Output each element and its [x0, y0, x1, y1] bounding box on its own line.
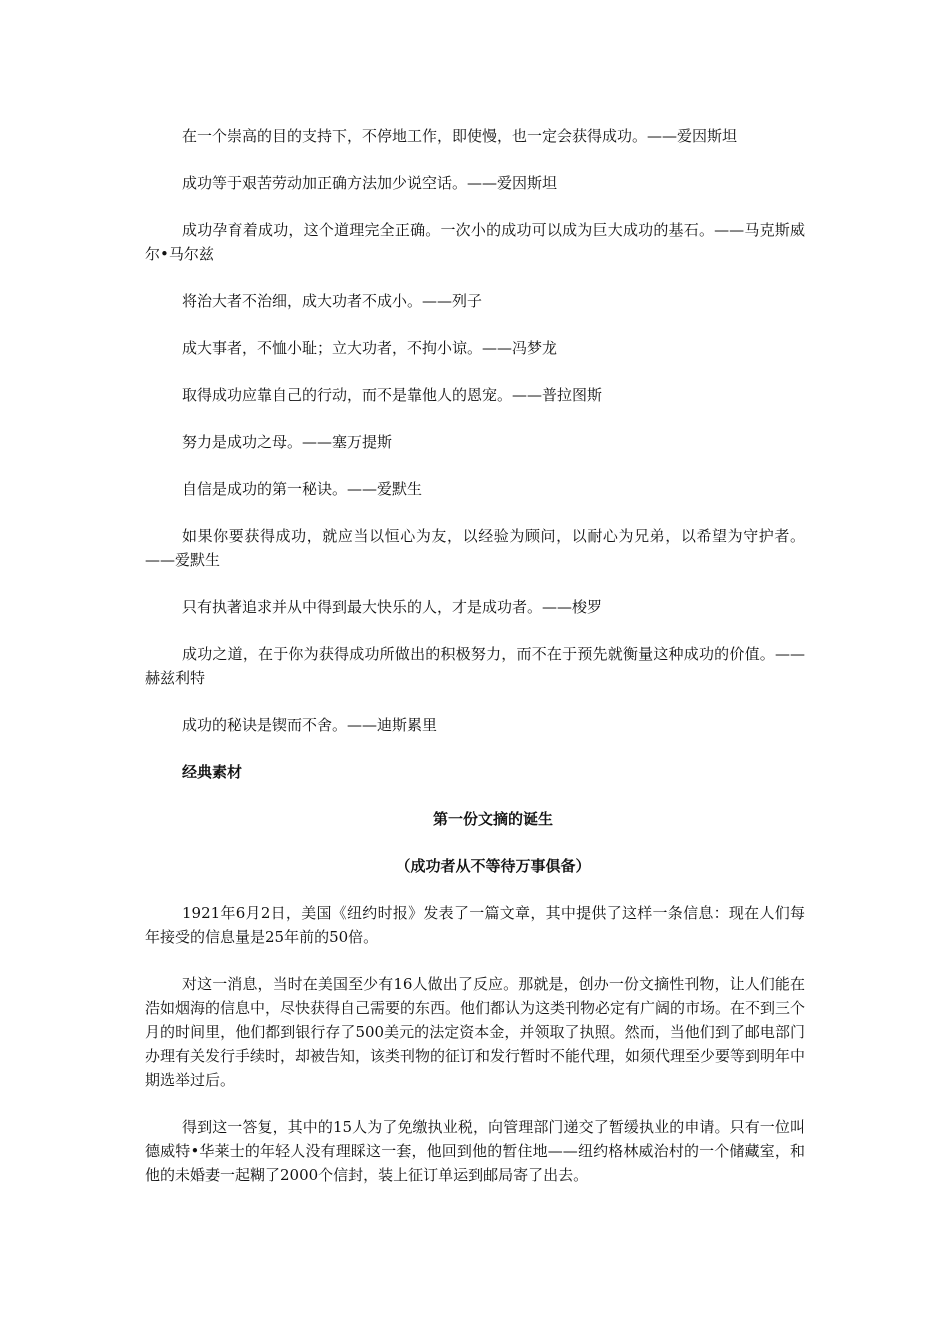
quote-paragraph: 将治大者不治细，成大功者不成小。——列子 — [182, 292, 483, 310]
article-subtitle: （成功者从不等待万事俱备） — [395, 857, 591, 875]
document-page — [145, 124, 805, 1210]
article-paragraph: 对这一消息，当时在美国至少有16人做出了反应。那就是，创办一份文摘性刊物，让人们能在浩如烟海的信息中，尽快获得自己需要的东西。他们都认为这类刊物必定有广阔的市场。在不到三个月的时间里，他们都到银行存了500美元的法定资本金，并领取了执照。然而，当他们到了邮电部门办理有关发行手续时，却被告知，该类刊物的征订和发行暂时不能代理，如须代理至少要等到明年中期选举过后。 — [145, 975, 806, 1089]
article-paragraph: 得到这一答复，其中的15人为了免缴执业税，向管理部门递交了暂缓执业的申请。只有一位叫德威特•华莱士的年轻人没有理睬这一套，他回到他的暂住地——纽约格林威治村的一个储藏室，和他的未婚妻一起糊了2000个信封，装上征订单运到邮局寄了出去。 — [145, 1118, 805, 1184]
quote-paragraph: 成功孕育着成功，这个道理完全正确。一次小的成功可以成为巨大成功的基石。——马克斯威尔•马尔兹 — [145, 221, 805, 263]
quote-paragraph: 取得成功应靠自己的行动，而不是靠他人的恩宠。——普拉图斯 — [182, 386, 603, 404]
quote-paragraph: 成功的秘诀是锲而不舍。——迪斯累里 — [182, 716, 438, 734]
quote-paragraph: 只有执著追求并从中得到最大快乐的人，才是成功者。——梭罗 — [182, 598, 603, 616]
section-heading: 经典素材 — [182, 763, 243, 781]
quote-paragraph: 如果你要获得成功，就应当以恒心为友，以经验为顾问，以耐心为兄弟，以希望为守护者。——爱默生 — [145, 527, 805, 569]
quote-paragraph: 努力是成功之母。——塞万提斯 — [182, 433, 393, 451]
quote-paragraph: 成功之道，在于你为获得成功所做出的积极努力，而不在于预先就衡量这种成功的价值。——赫兹利特 — [145, 645, 805, 687]
quote-paragraph: 在一个崇高的目的支持下，不停地工作，即使慢，也一定会获得成功。——爱因斯坦 — [182, 127, 738, 145]
quote-paragraph: 成大事者，不恤小耻；立大功者，不拘小谅。——冯梦龙 — [182, 339, 558, 357]
article-title: 第一份文摘的诞生 — [432, 810, 553, 828]
quote-paragraph: 自信是成功的第一秘诀。——爱默生 — [182, 480, 423, 498]
quote-paragraph: 成功等于艰苦劳动加正确方法加少说空话。——爱因斯坦 — [182, 174, 558, 192]
article-paragraph: 1921年6月2日，美国《纽约时报》发表了一篇文章，其中提供了这样一条信息：现在人们每年接受的信息量是25年前的50倍。 — [145, 904, 805, 946]
